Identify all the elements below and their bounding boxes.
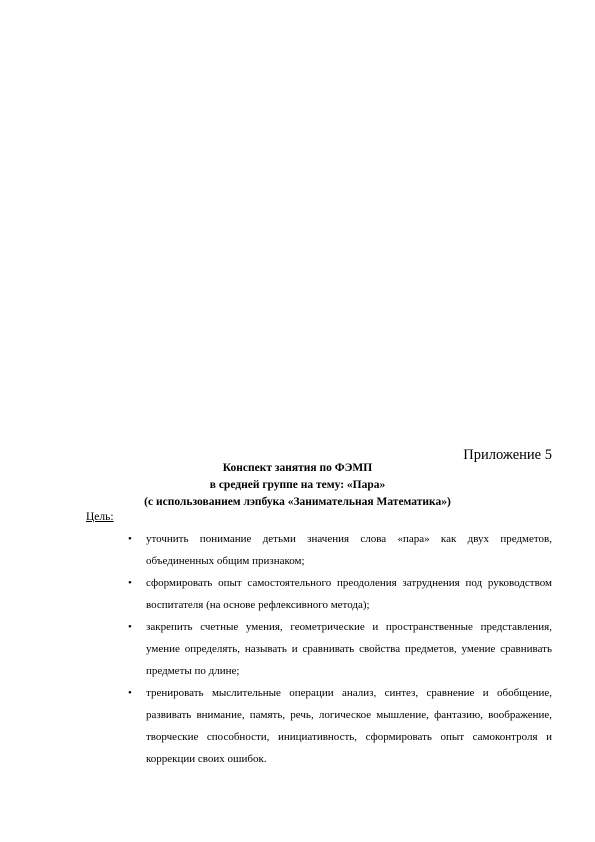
bullet-icon: • bbox=[128, 687, 132, 699]
title-line-3: (с использованием лэпбука «Занимательная Математика») bbox=[144, 496, 451, 508]
title-line-1: Конспект занятия по ФЭМП bbox=[222, 462, 373, 474]
bullet-icon: • bbox=[128, 577, 132, 589]
goals-list bbox=[86, 528, 552, 770]
goal-label: Цель: bbox=[86, 511, 114, 523]
bullet-icon: • bbox=[128, 533, 132, 545]
bullet-icon: • bbox=[128, 621, 132, 633]
list-item bbox=[86, 572, 552, 616]
goal-text: закрепить счетные умения, геометрические и пространственные представления, умение определять, называть и сравнивать свойства предметов, умение сравнивать предметы по длине; bbox=[146, 621, 552, 677]
goal-text: тренировать мыслительные операции анализ, синтез, сравнение и обобщение, развивать внимание, память, речь, логическое мышление, фантазию, воображение, творческие способности, инициативность, сформировать опыт самоконтроля и коррекции своих ошибок. bbox=[146, 687, 552, 765]
list-item bbox=[86, 528, 552, 572]
goal-text: сформировать опыт самостоятельного преодоления затруднения под руководством воспитателя (на основе рефлексивного метода); bbox=[146, 577, 552, 611]
goal-text: уточнить понимание детьми значения слова «пара» как двух предметов, объединенных общим признаком; bbox=[146, 533, 552, 567]
appendix-label: Приложение 5 bbox=[463, 447, 552, 463]
document-title bbox=[0, 460, 595, 511]
title-line-2: в средней группе на тему: «Пара» bbox=[209, 479, 386, 491]
list-item bbox=[86, 682, 552, 770]
list-item bbox=[86, 616, 552, 682]
